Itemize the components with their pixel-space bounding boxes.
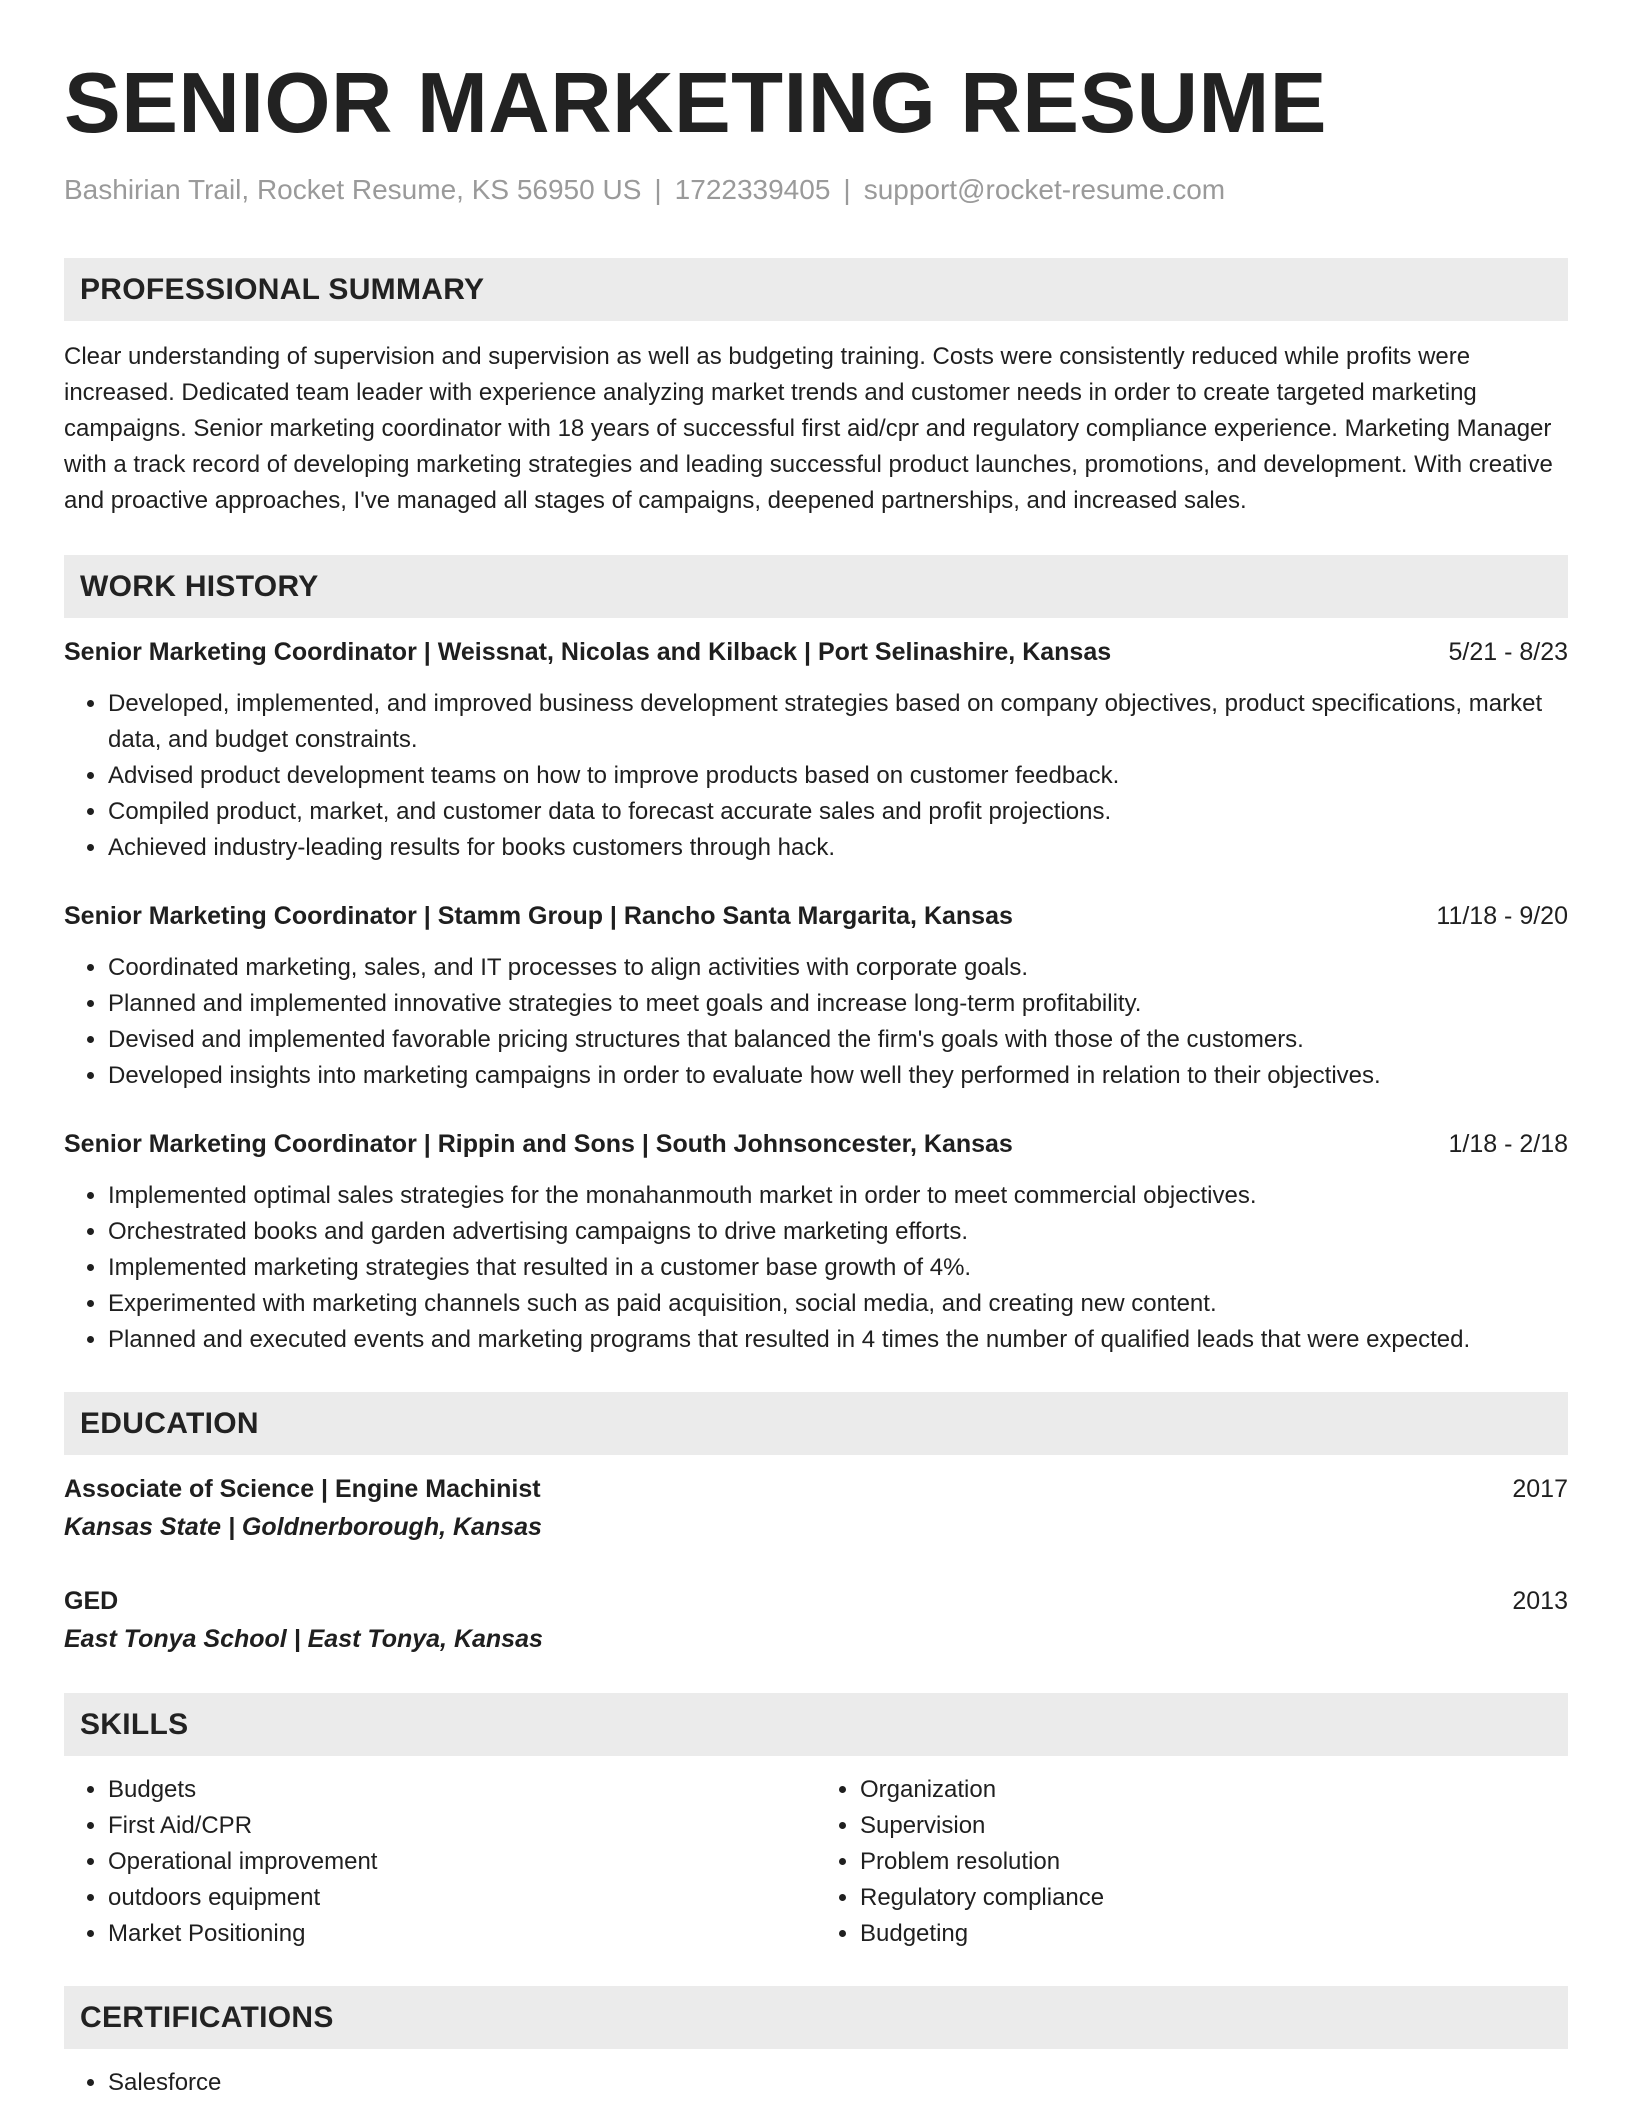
job-bullet: • Developed, implemented, and improved business development strategies based on company objectives, product specifications, market data, and budget constraints. bbox=[108, 686, 1568, 758]
job-entry bbox=[64, 634, 1568, 866]
job-bullet: • Achieved industry-leading results for books customers through hack. bbox=[108, 830, 1568, 866]
education-school: East Tonya School | East Tonya, Kansas bbox=[64, 1625, 543, 1653]
education-degree: Associate of Science | Engine Machinist bbox=[64, 1475, 541, 1503]
job-bullets bbox=[64, 686, 1568, 866]
job-bullet: • Compiled product, market, and customer data to forecast accurate sales and profit projections. bbox=[108, 794, 1568, 830]
skill-item: • Operational improvement bbox=[108, 1844, 816, 1880]
education-header bbox=[64, 1583, 1568, 1619]
job-bullets bbox=[64, 950, 1568, 1094]
summary-text: Clear understanding of supervision and supervision as well as budgeting training. Costs were consistently reduced while profits were increased. Dedicated team leader with experience analyzing market trends and customer needs in order to create targeted marketing campaigns. Senior marketing coordinator with 18 years of successful first aid/cpr and regulatory compliance experience. Marketing Manager with a track record of developing marketing strategies and leading successful product launches, promotions, and development. With creative and proactive approaches, I've managed all stages of campaigns, deepened partnerships, and increased sales. bbox=[64, 343, 1553, 514]
job-bullet: • Implemented marketing strategies that resulted in a customer base growth of 4%. bbox=[108, 1250, 1568, 1286]
job-title: Senior Marketing Coordinator | Rippin and Sons | South Johnsoncester, Kansas bbox=[64, 1130, 1013, 1158]
education-degree: GED bbox=[64, 1587, 119, 1615]
section-heading-work-history: WORK HISTORY bbox=[64, 555, 1568, 618]
job-dates: 11/18 - 9/20 bbox=[1436, 902, 1568, 930]
contact-address: Bashirian Trail, Rocket Resume, KS 56950 US bbox=[64, 174, 642, 205]
skills-grid bbox=[64, 1772, 1568, 1952]
skill-item: • Budgeting bbox=[860, 1916, 1568, 1952]
skills-column-right bbox=[816, 1772, 1568, 1952]
education-year: 2017 bbox=[1512, 1475, 1568, 1503]
job-bullet: • Implemented optimal sales strategies for the monahanmouth market in order to meet commercial objectives. bbox=[108, 1178, 1568, 1214]
skill-item: • Problem resolution bbox=[860, 1844, 1568, 1880]
education-header bbox=[64, 1471, 1568, 1507]
job-header bbox=[64, 1126, 1568, 1162]
job-bullets bbox=[64, 1178, 1568, 1358]
job-entry bbox=[64, 1126, 1568, 1358]
contact-email: support@rocket-resume.com bbox=[863, 174, 1226, 205]
job-bullet: • Experimented with marketing channels such as paid acquisition, social media, and creating new content. bbox=[108, 1286, 1568, 1322]
skill-item: • First Aid/CPR bbox=[108, 1808, 816, 1844]
skill-item: • Market Positioning bbox=[108, 1916, 816, 1952]
job-bullet: • Planned and implemented innovative strategies to meet goals and increase long-term profitability. bbox=[108, 986, 1568, 1022]
certification-list bbox=[64, 2065, 1568, 2101]
resume-title: SENIOR MARKETING RESUME bbox=[64, 56, 1327, 151]
section-heading-education: EDUCATION bbox=[64, 1392, 1568, 1455]
contact-line bbox=[64, 172, 1568, 208]
section-heading-summary: PROFESSIONAL SUMMARY bbox=[64, 258, 1568, 321]
education-school: Kansas State | Goldnerborough, Kansas bbox=[64, 1513, 542, 1541]
skill-item: • Organization bbox=[860, 1772, 1568, 1808]
job-bullet: • Coordinated marketing, sales, and IT processes to align activities with corporate goals. bbox=[108, 950, 1568, 986]
skill-item: • Regulatory compliance bbox=[860, 1880, 1568, 1916]
job-dates: 5/21 - 8/23 bbox=[1448, 638, 1568, 666]
contact-separator: | bbox=[654, 174, 662, 205]
job-title: Senior Marketing Coordinator | Weissnat, Nicolas and Kilback | Port Selinashire, Kansas bbox=[64, 638, 1112, 666]
skill-item: • outdoors equipment bbox=[108, 1880, 816, 1916]
section-heading-skills: SKILLS bbox=[64, 1693, 1568, 1756]
education-year: 2013 bbox=[1512, 1587, 1568, 1615]
education-entry bbox=[64, 1471, 1568, 1545]
job-bullet: • Advised product development teams on how to improve products based on customer feedback. bbox=[108, 758, 1568, 794]
job-bullet: • Orchestrated books and garden advertising campaigns to drive marketing efforts. bbox=[108, 1214, 1568, 1250]
job-entry bbox=[64, 898, 1568, 1094]
section-heading-certifications: CERTIFICATIONS bbox=[64, 1986, 1568, 2049]
job-header bbox=[64, 898, 1568, 934]
job-bullet: • Planned and executed events and marketing programs that resulted in 4 times the number of qualified leads that were expected. bbox=[108, 1322, 1568, 1358]
contact-phone: 1722339405 bbox=[674, 174, 831, 205]
skill-item: • Supervision bbox=[860, 1808, 1568, 1844]
job-title: Senior Marketing Coordinator | Stamm Group | Rancho Santa Margarita, Kansas bbox=[64, 902, 1013, 930]
contact-separator: | bbox=[843, 174, 851, 205]
certification-item: • Salesforce bbox=[108, 2065, 1568, 2101]
skills-column-left bbox=[64, 1772, 816, 1952]
job-dates: 1/18 - 2/18 bbox=[1448, 1130, 1568, 1158]
education-entry bbox=[64, 1583, 1568, 1657]
job-bullet: • Devised and implemented favorable pricing structures that balanced the firm's goals with those of the customers. bbox=[108, 1022, 1568, 1058]
job-bullet: • Developed insights into marketing campaigns in order to evaluate how well they performed in relation to their objectives. bbox=[108, 1058, 1568, 1094]
skill-item: • Budgets bbox=[108, 1772, 816, 1808]
job-header bbox=[64, 634, 1568, 670]
